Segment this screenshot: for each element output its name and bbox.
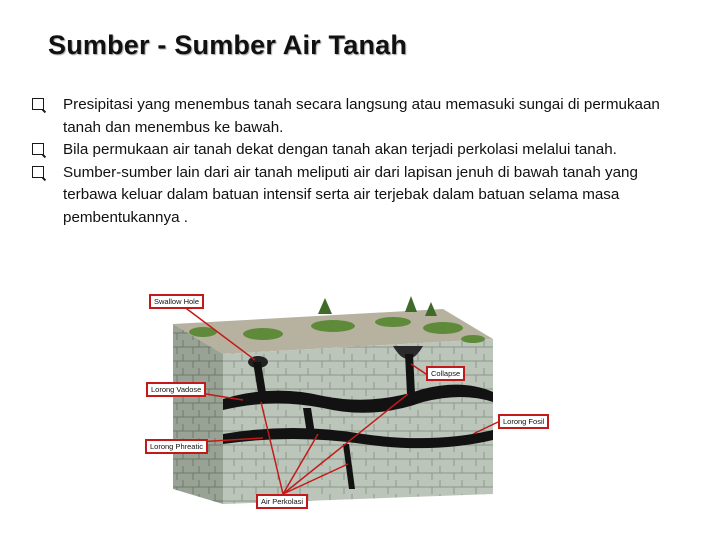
bullet-item [32, 139, 692, 162]
bullet-list [32, 94, 692, 229]
bullet-checkbox-icon [32, 166, 44, 178]
bullet-item [32, 162, 692, 230]
block-front-face [173, 324, 223, 504]
label-swallow-hole: Swallow Hole [149, 294, 204, 309]
karst-cave-diagram [143, 284, 583, 514]
label-collapse: Collapse [426, 366, 465, 381]
bullet-text: Bila permukaan air tanah dekat dengan tanah akan terjadi perkolasi melalui tanah. [63, 141, 617, 158]
bullet-text: Presipitasi yang menembus tanah secara langsung atau memasuki sungai di permukaan tanah dan menembus ke bawah. [63, 96, 660, 136]
label-air-perkolasi: Air Perkolasi [256, 494, 308, 509]
slide-title: Sumber - Sumber Air Tanah [48, 30, 408, 60]
label-lorong-fosil: Lorong Fosil [498, 414, 549, 429]
bullet-checkbox-icon [32, 143, 44, 155]
label-lorong-phreatic: Lorong Phreatic [145, 439, 208, 454]
bullet-item [32, 94, 692, 139]
bullet-text: Sumber-sumber lain dari air tanah meliputi air dari lapisan jenuh di bawah tanah yang terbawa keluar dalam batuan intensif serta air terjebak dalam batuan selama masa pembentukannya . [63, 163, 638, 226]
bullet-checkbox-icon [32, 98, 44, 110]
label-lorong-vadose: Lorong Vadose [146, 382, 206, 397]
karst-block-illustration [143, 284, 583, 514]
